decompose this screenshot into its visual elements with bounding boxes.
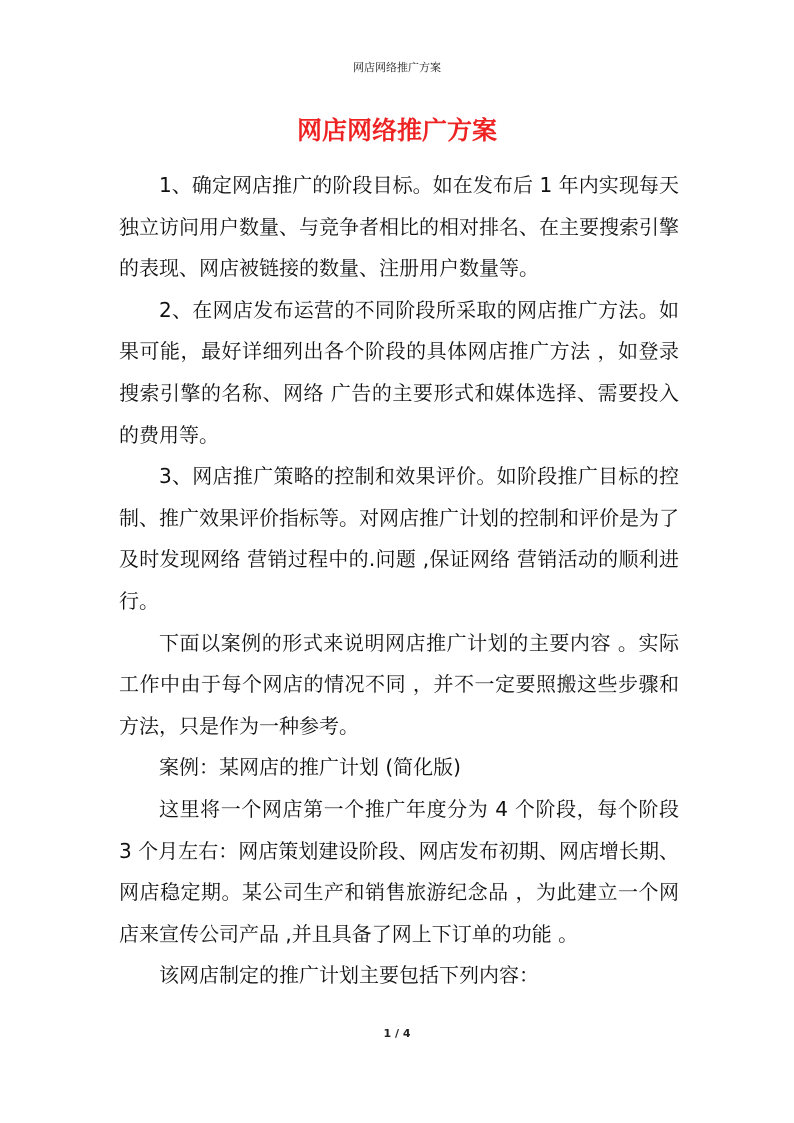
document-body: [119, 165, 679, 997]
paragraph-case-stages: 这里将一个网店第一个推广年度分为 4 个阶段，每个阶段 3 个月左右：网店策划建设阶段、网店发布初期、网店增长期、网店稳定期。某公司生产和销售旅游纪念品 ，为此建立一个网店来宣传公司产品 ,并且具备了网上下订单的功能 。: [119, 796, 679, 946]
paragraph-strategy-control: 3、网店推广策略的控制和效果评价。如阶段推广目标的控制、推广效果评价指标等。对网店推广计划的控制和评价是为了及时发现网络 营销过程中的.问题 ,保证网络 营销活动的顺利进行。: [119, 464, 679, 613]
paragraph-stage-goals: 1、确定网店推广的阶段目标。如在发布后 1 年内实现每天独立访问用户数量、与竞争者相比的相对排名、在主要搜索引擎的表现、网店被链接的数量、注册用户数量等。: [119, 173, 679, 281]
paragraph-case-intro: 下面以案例的形式来说明网店推广计划的主要内容 。实际工作中由于每个网店的情况不同 ，并不一定要照搬这些步骤和方法，只是作为一种参考。: [119, 630, 679, 738]
page-number: 1 / 4: [383, 1027, 411, 1040]
paragraph-stage-methods: 2、在网店发布运营的不同阶段所采取的网店推广方法。如果可能，最好详细列出各个阶段的具体网店推广方法 ，如登录搜索引擎的名称、网络 广告的主要形式和媒体选择、需要投入的费用等。: [119, 297, 679, 447]
document-title: 网店网络推广方案: [296, 116, 497, 145]
paragraph-plan-contents: 该网店制定的推广计划主要包括下列内容：: [159, 963, 539, 988]
paragraph-case-heading: 案例：某网店的推广计划 (简化版): [159, 755, 461, 780]
running-header: 网店网络推广方案: [353, 61, 441, 74]
